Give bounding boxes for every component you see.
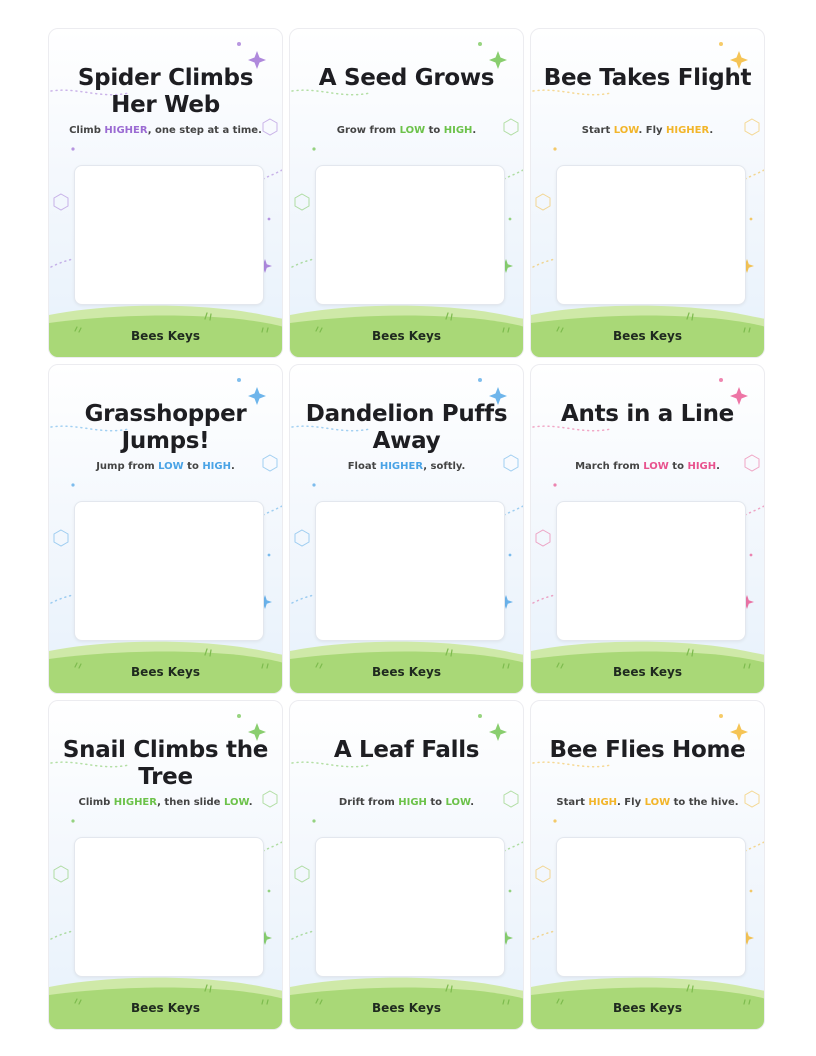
activity-card[interactable]: [530, 28, 765, 358]
card-subtitle: [296, 125, 517, 136]
card-title: Bee Takes Flight: [543, 65, 752, 91]
brand-label: Bees Keys: [131, 1001, 200, 1015]
activity-card[interactable]: [530, 364, 765, 694]
subtitle-text: to: [425, 125, 444, 136]
brand-label: Bees Keys: [613, 329, 682, 343]
card-title: Grasshopper Jumps!: [84, 401, 247, 454]
subtitle-highlight: HIGHER: [104, 125, 148, 136]
subtitle-text: to: [668, 461, 688, 472]
subtitle-highlight: LOW: [445, 797, 471, 808]
card-title: Spider Climbs Her Web: [77, 65, 254, 118]
subtitle-highlight: LOW: [223, 797, 249, 808]
activity-card[interactable]: [289, 28, 524, 358]
brand-label: Bees Keys: [131, 665, 200, 679]
subtitle-highlight: LOW: [643, 461, 669, 472]
subtitle-highlight: HIGHER: [666, 125, 710, 136]
card-title: A Leaf Falls: [333, 737, 480, 763]
subtitle-text: Grow from: [336, 125, 400, 136]
subtitle-text: Climb: [78, 797, 114, 808]
drawing-area[interactable]: [556, 837, 746, 977]
subtitle-text: .: [472, 125, 477, 136]
subtitle-text: , one step at a time.: [147, 125, 262, 136]
activity-card[interactable]: [530, 700, 765, 1030]
drawing-area[interactable]: [74, 837, 264, 977]
card-title: A Seed Grows: [318, 65, 495, 91]
subtitle-text: .: [230, 461, 235, 472]
subtitle-highlight: LOW: [613, 125, 639, 136]
subtitle-text: Climb: [69, 125, 105, 136]
card-subtitle: [537, 461, 758, 472]
brand-label: Bees Keys: [613, 1001, 682, 1015]
subtitle-highlight: HIGH: [588, 797, 618, 808]
brand-label: Bees Keys: [372, 665, 441, 679]
subtitle-text: March from: [575, 461, 644, 472]
drawing-area[interactable]: [74, 501, 264, 641]
subtitle-highlight: HIGHER: [379, 461, 424, 472]
drawing-area[interactable]: [556, 165, 746, 305]
subtitle-text: Float: [347, 461, 380, 472]
brand-label: Bees Keys: [131, 329, 200, 343]
card-title: Snail Climbs the Tree: [62, 737, 269, 790]
card-title: Ants in a Line: [561, 401, 734, 427]
subtitle-text: . Fly: [617, 797, 645, 808]
brand-label: Bees Keys: [372, 1001, 441, 1015]
drawing-area[interactable]: [315, 837, 505, 977]
subtitle-text: .: [716, 461, 720, 472]
drawing-area[interactable]: [315, 165, 505, 305]
subtitle-highlight: HIGH: [398, 797, 427, 808]
subtitle-highlight: LOW: [399, 125, 426, 136]
subtitle-text: Start: [556, 797, 589, 808]
activity-card[interactable]: [48, 28, 283, 358]
card-subtitle: [55, 797, 276, 808]
subtitle-text: . Fly: [638, 125, 666, 136]
drawing-area[interactable]: [315, 501, 505, 641]
subtitle-text: Drift from: [338, 797, 399, 808]
card-title: Bee Flies Home: [549, 737, 746, 763]
subtitle-highlight: HIGH: [443, 125, 473, 136]
activity-card[interactable]: [289, 364, 524, 694]
subtitle-text: , softly.: [423, 461, 466, 472]
subtitle-highlight: LOW: [644, 797, 671, 808]
activity-card[interactable]: [289, 700, 524, 1030]
card-subtitle: [537, 125, 758, 136]
subtitle-highlight: LOW: [158, 461, 184, 472]
drawing-area[interactable]: [74, 165, 264, 305]
subtitle-text: .: [709, 125, 714, 136]
subtitle-text: to: [426, 797, 446, 808]
subtitle-text: to: [183, 461, 203, 472]
card-subtitle: [296, 797, 517, 808]
subtitle-highlight: HIGH: [687, 461, 717, 472]
subtitle-text: Jump from: [96, 461, 159, 472]
subtitle-text: to the hive.: [670, 797, 739, 808]
card-grid: [48, 28, 767, 1030]
subtitle-text: Start: [581, 125, 614, 136]
subtitle-highlight: HIGHER: [113, 797, 158, 808]
card-title: Dandelion Puffs Away: [305, 401, 508, 454]
card-subtitle: [537, 797, 758, 808]
card-subtitle: [296, 461, 517, 472]
brand-label: Bees Keys: [372, 329, 441, 343]
card-subtitle: [55, 125, 276, 136]
brand-label: Bees Keys: [613, 665, 682, 679]
activity-card[interactable]: [48, 364, 283, 694]
card-subtitle: [55, 461, 276, 472]
subtitle-text: .: [248, 797, 253, 808]
subtitle-text: , then slide: [157, 797, 224, 808]
subtitle-text: .: [470, 797, 475, 808]
activity-card[interactable]: [48, 700, 283, 1030]
drawing-area[interactable]: [556, 501, 746, 641]
subtitle-highlight: HIGH: [202, 461, 231, 472]
